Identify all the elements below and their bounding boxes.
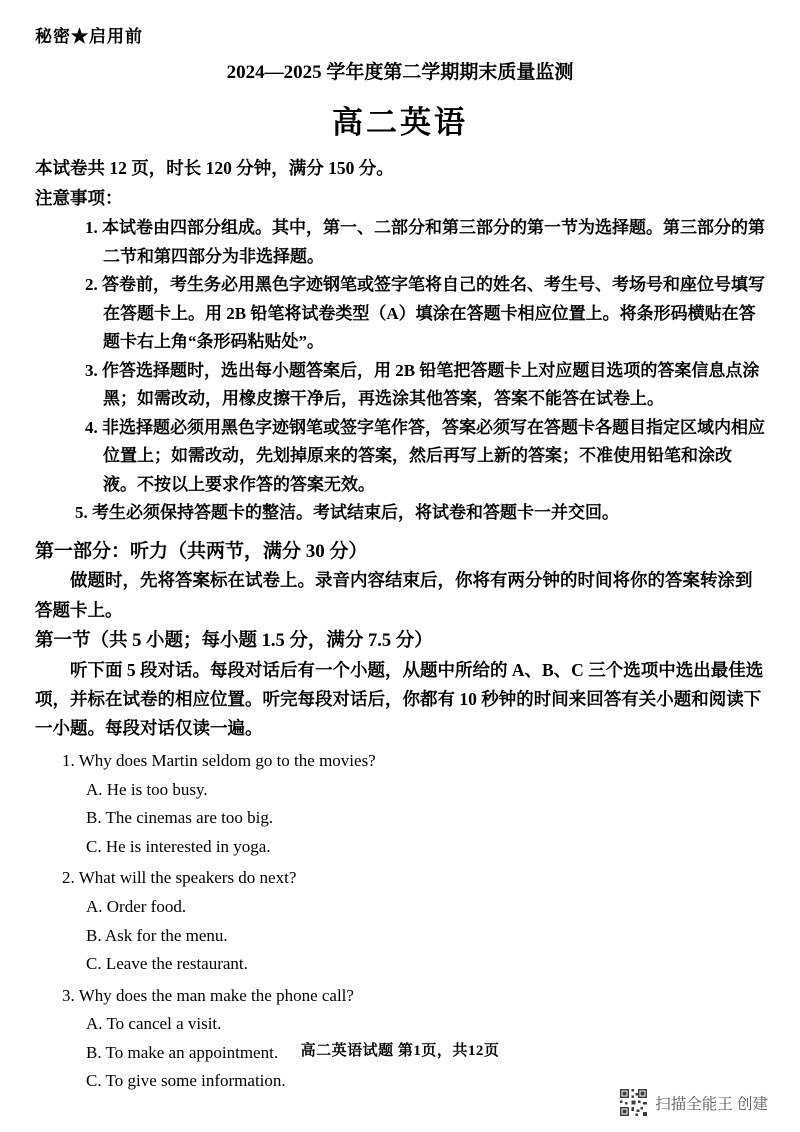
page-title: 高二英语 — [332, 105, 468, 140]
question-2 — [35, 864, 765, 978]
notice-item: 5. 考生必须保持答题卡的整洁。考试结束后，将试卷和答题卡一并交回。 — [75, 503, 619, 523]
question-option: C. Leave the restaurant. — [86, 954, 248, 974]
question-stem — [35, 982, 765, 1011]
question-text: What will the speakers do next? — [78, 868, 297, 888]
question-text: Why does the man make the phone call? — [78, 985, 354, 1005]
question-option: C. To give some information. — [86, 1071, 286, 1091]
notice-item: 4. 非选择题必须用黑色字迹钢笔或签字笔作答，答案必须写在答题卡各题目指定区域内相应位置上；如需改动，先划掉原来的答案，然后再写上新的答案；不准使用铅笔和涂改液。不按以上要求作答的答案无效。 — [85, 417, 765, 494]
page-footer: 高二英语试题 第1页，共12页 — [300, 1043, 500, 1059]
question-option: A. Order food. — [86, 897, 187, 917]
question-number: 1. — [62, 751, 75, 771]
notices-list — [35, 214, 765, 528]
question-number: 3. — [62, 985, 75, 1005]
question-option: C. He is interested in yoga. — [86, 836, 271, 856]
question-option: B. Ask for the menu. — [86, 925, 228, 945]
part1-heading: 第一部分：听力（共两节，满分 30 分） — [35, 541, 368, 563]
qr-code-icon — [620, 1089, 647, 1116]
section1-heading: 第一节（共 5 小题；每小题 1.5 分，满分 7.5 分） — [35, 630, 433, 651]
question-option: A. To cancel a visit. — [86, 1014, 222, 1034]
classification-label: 秘密★启用前 — [35, 27, 143, 46]
question-stem — [35, 747, 765, 776]
notice-item: 2. 答卷前，考生务必用黑色字迹钢笔或签字笔将自己的姓名、考生号、考场号和座位号填写在答题卡上。用 2B 铅笔将试卷类型（A）填涂在答题卡相应位置上。将条形码横贴在答题卡右上角“条形码粘贴处”。 — [85, 275, 765, 352]
question-option: B. To make an appointment. — [86, 1042, 279, 1062]
question-stem — [35, 864, 765, 893]
exam-session-title: 2024—2025 学年度第二学期期末质量监测 — [226, 62, 574, 83]
part1-instruction: 做题时，先将答案标在试卷上。录音内容结束后，你将有两分钟的时间将你的答案转涂到答题卡上。 — [35, 570, 753, 620]
question-text: Why does Martin seldom go to the movies? — [78, 751, 376, 771]
scanner-credit — [620, 1089, 768, 1116]
scanner-credit-text: 扫描全能王 创建 — [655, 1095, 768, 1113]
paper-info: 本试卷共 12 页，时长 120 分钟，满分 150 分。 — [35, 158, 394, 178]
notice-item: 3. 作答选择题时，选出每小题答案后，用 2B 铅笔把答题卡上对应题目选项的答案信息点涂黑；如需改动，用橡皮擦干净后，再选涂其他答案，答案不能答在试卷上。 — [85, 360, 760, 409]
notice-item: 1. 本试卷由四部分组成。其中，第一、二部分和第三部分的第一节为选择题。第三部分的第二节和第四部分为非选择题。 — [85, 218, 765, 266]
notice-title: 注意事项： — [35, 188, 123, 208]
question-1 — [35, 747, 765, 861]
question-option: B. The cinemas are too big. — [86, 808, 274, 828]
question-option: A. He is too busy. — [86, 779, 208, 799]
section1-instruction: 听下面 5 段对话。每段对话后有一个小题，从题中所给的 A、B、C 三个选项中选出最佳选项，并标在试卷的相应位置。听完每段对话后，你都有 10 秒钟的时间来回答有关小题和阅读下一小题。每段对话仅读一遍。 — [35, 660, 764, 739]
question-number: 2. — [62, 868, 75, 888]
